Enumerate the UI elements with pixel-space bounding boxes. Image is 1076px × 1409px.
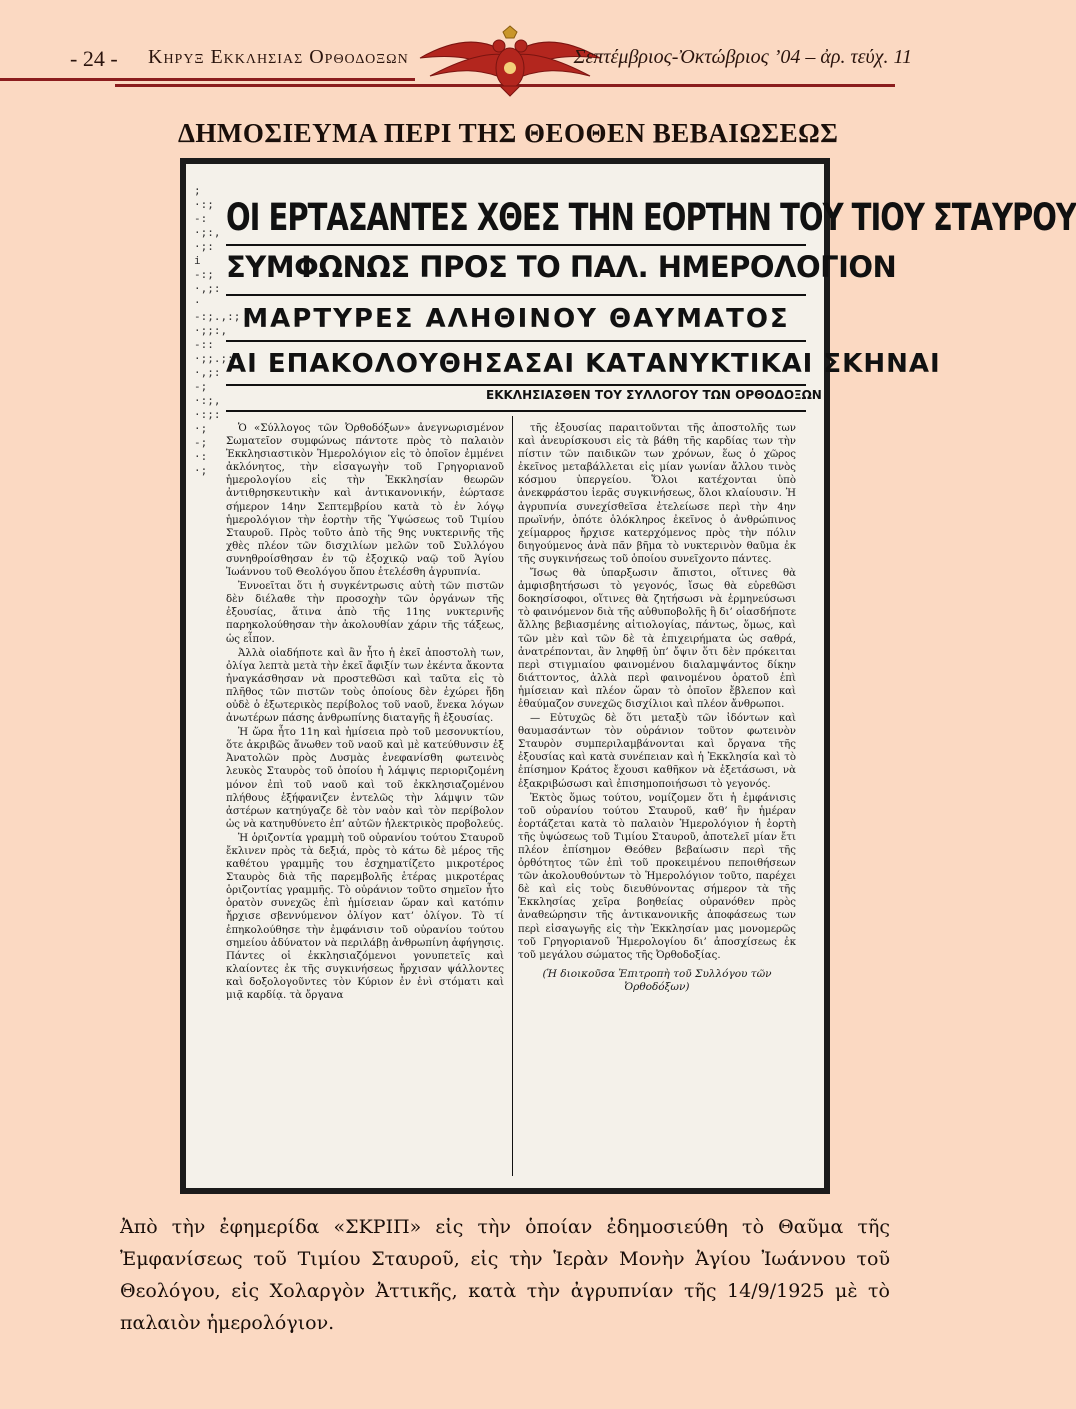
clipping-column-left: [226, 422, 504, 1172]
clipping-column-right: [518, 422, 796, 1162]
headline-rule: [226, 244, 806, 246]
header-rule-left: [0, 78, 415, 81]
headline-rule: [226, 384, 806, 386]
clipping-paragraph: Ἐννοεῖται ὅτι ἡ συγκέντρωσις αὐτὴ τῶν πιστῶν δὲν διέλαθε τὴν προσοχὴν τῶν ὀργάνων τῆς ἐξουσίας, ἅτινα ἀπὸ τῆς 11ης νυκτερινῆς παρηκολούθησαν τὴν ἀκολουθίαν χάριν τῆς τάξεως, ὡς εἶπον.: [226, 581, 504, 645]
headline-rule: [226, 340, 806, 342]
clipping-margin-marks: ;·:;-:·;:,·;:i-:;·,;:·-:;.,:;·;;:,-::·;;.;:·,;:-;·:;,·:;:·;-;·:·;: [194, 184, 241, 477]
clipping-byline: ΕΚΚΛΗΣΙΑΣΘΕΝ ΤΟΥ ΣΥΛΛΟΓΟΥ ΤΩΝ ΟΡΘΟΔΟΞΩΝ: [486, 388, 822, 402]
clipping-paragraph: Ἐκτὸς ὅμως τούτου, νομίζομεν ὅτι ἡ ἐμφάνισις τοῦ οὐρανίου τούτου Σταυροῦ, καθ’ ἣν ἡμέραν ἑορτάζεται κατὰ τὸ παλαιὸν Ἡμερολόγιον ἡ ἑορτὴ τῆς ὑψώσεως τοῦ Τιμίου Σταυροῦ, ἀποτελεῖ μίαν ἔτι πλέον ἐπίσημον Θεόθεν βεβαίωσιν περὶ τῆς ὀρθότητος τῶν ἐπὶ τοῦ προκειμένου πεποιθήσεων τῶν ἀκολουθούντων τὸ Ἡμερολόγιον τοῦτο, παρέχει δὲ καὶ εἰς τοὺς διευθύνοντας σήμερον τὰ τῆς Ἐκκλησίας χεῖρα βοηθείας οὐρανόθεν πρὸς ἀναθεώρησιν τῆς ἀντικανονικῆς ἀποφάσεως των περὶ εἰσαγωγῆς εἰς τὴν Ἐκκλησίαν μας μονομερῶς τοῦ Γρηγοριανοῦ Ἡμερολογίου δι’ ἀποσχίσεως ἐκ τοῦ μεγάλου σώματος τῆς Ὀρθοδοξίας.: [518, 792, 796, 961]
headline-rule: [226, 294, 806, 296]
clipping-signature: (Ἡ διοικοῦσα Ἐπιτροπὴ τοῦ Συλλόγου τῶν Ὀρθοδόξων): [542, 967, 772, 993]
magazine-title: Κηρυξ Εκκλησιας Ορθοδοξων: [148, 46, 409, 68]
clipping-paragraph: Ὁ «Σύλλογος τῶν Ὀρθοδόξων» ἀνεγνωρισμένον Σωματεῖον συμφώνως πάντοτε πρὸς τὸ παλαιὸν Ἐκκλησιαστικὸν Ἡμερολόγιον εἰς τὸ ὁποῖον ἐμμένει ἀκλόνητος, τὴν εἰσαγωγὴν τοῦ Γρηγοριανοῦ ἡμερολογίου εἰς τὴν Ἐκκλησίαν θεωρῶν ἀντιθρησκευτικὴν καὶ ἀντικανονικήν, ἑώρτασε σήμερον 14ην Σεπτεμβρίου κατὰ τὸ ἐν λόγῳ ἡμερολόγιον τὴν ἑορτὴν τῆς Ὑψώσεως τοῦ Τιμίου Σταυροῦ. Πρὸς τοῦτο ἀπὸ τῆς 9ης νυκτερινῆς τῆς χθὲς πλέον τῶν δισχιλίων μελῶν τοῦ Συλλόγου συνηθροίσθησαν ἐν τῷ ἐξοχικῷ ναῷ τοῦ Ἁγίου Ἰωάννου τοῦ Θεολόγου ὅπου ἐτελέσθη ἀγρυπνία.: [226, 423, 504, 579]
page-number: - 24 -: [70, 46, 118, 71]
clipping-headline-4: ΑΙ ΕΠΑΚΟΛΟΥΘΗΣΑΣΑΙ ΚΑΤΑΝΥΚΤΙΚΑΙ ΣΚΗΝΑΙ: [226, 349, 941, 379]
clipping-paragraph: Ἴσως θὰ ὑπαρξωσιν ἄπιστοι, οἵτινες θὰ ἀμφισβητήσωσι τὸ γεγονός, ἴσως θὰ εὑρεθῶσι δοκησίσοφοι, οἵτινες θὰ ζητήσωσι νὰ ἑρμηνεύσωσι τὸ φαινόμενον διὰ τῆς αὐθυποβολῆς ἢ δι’ οἱασδήποτε ἄλλης βεβιασμένης αἰτιολογίας, πάντως, ὅμως, καὶ τῶν μὲν καὶ τῶν δὲ τὰ ἐπιχειρήματα ὡς σαθρά, ἀνατρέπονται, ἂν ληφθῇ ὑπ’ ὄψιν ὅτι δὲν πρόκειται περὶ στιγμιαίου φαινομένου διαλαμψάντος δίκην διάττοντος, ἀλλὰ περὶ φαινομένου ὁρατοῦ ἐπὶ ἡμίσειαν καὶ πλέον ὥραν τὸ ὁποῖον ἔβλεπον καὶ ἐθαύμαζον συνεχῶς δισχίλιοι καὶ πλέον ἄνθρωποι.: [518, 568, 796, 710]
issue-info: Σεπτέμβριος-Ὀκτώβριος ’04 – ἀρ. τεύχ. 11: [573, 46, 912, 68]
clipping-paragraph: — Εὐτυχῶς δὲ ὅτι μεταξὺ τῶν ἰδόντων καὶ θαυμασάντων τὸν οὐράνιον τοῦτον φωτεινὸν Σταυρὸν συμπεριλαμβάνονται καὶ ὄργανα τῆς ἐξουσίας καὶ κατὰ συνέπειαν καὶ ἡ Ἐκκλησία καὶ τὸ ἐπίσημον Κράτος ἔχουσι καθῆκον νὰ ἐξετάσωσι, νὰ ἐξακριβώσωσι καὶ ἐπισημοποιήσωσι τὸ γεγονός.: [518, 713, 796, 790]
clipping-paragraph: Ἀλλὰ οἱαδήποτε καὶ ἂν ἦτο ἡ ἐκεῖ ἀποστολὴ των, ὀλίγα λεπτὰ μετὰ τὴν ἐκεῖ ἄφιξίν των ἐκέντα ἄκοντα ἠναγκάσθησαν νὰ προστεθῶσι καὶ ταῦτα εἰς τὸ πλῆθος τῶν πιστῶν τοὺς ὁποίους δὲν ἐχώρει ἤδη οὐδὲ ὁ ἐξωτερικὸς περίβολος τοῦ ναοῦ, ἕνεκα λόγων ἀνωτέρων πάσης ἀνθρωπίνης διαταγῆς ἢ ἐξουσίας.: [226, 647, 504, 725]
clipping-paragraph: τῆς ἐξουσίας παραιτοῦνται τῆς ἀποστολῆς των καὶ ἀνευρίσκουσι εἰς τὰ βάθη τῆς καρδίας των τὴν πίστιν τῶν παιδικῶν των χρόνων, ἕως ὁ χῶρος ἐκεῖνος μεταβάλλεται εἰς μίαν γωνίαν ἄλλου τινὸς κόσμου ὑπεργείου. Ὅλοι κατέχονται ὑπὸ ἀνεκφράστου ἱερᾶς συγκινήσεως, ὅλοι κλαίουσιν. Ἡ ἀγρυπνία συνεχίσθεῖσα ἐτελείωσε περὶ τὴν 4ην πρωϊνήν, ὁπότε ὁλόκληρος ἐκεῖνος ὁ ἀνθρώπινος χείμαρρος ἤρχισε κατερχόμενος πρὸς τὴν πόλιν διηγούμενος ἀνὰ πᾶν βῆμα τὸ νυκτερινὸν θαῦμα ἐκ τῆς συγκινήσεως τοῦ ὁποίου συνεῖχοντο πάντες.: [518, 423, 796, 565]
clipping-headline-3: ΜΑΡΤΥΡΕΣ ΑΛΗΘΙΝΟΥ ΘΑΥΜΑΤΟΣ: [242, 304, 790, 334]
column-divider: [512, 416, 513, 1176]
clipping-paper: [186, 164, 1076, 1188]
newspaper-clipping: [180, 158, 1076, 1194]
clipping-headline-2: ΣΥΜΦΩΝΩΣ ΠΡΟΣ ΤΟ ΠΑΛ. ΗΜΕΡΟΛΟΓΙΟΝ: [226, 250, 897, 284]
byline-rule: [226, 410, 806, 412]
clipping-paragraph: Ἡ ὁριζοντία γραμμὴ τοῦ οὐρανίου τούτου Σταυροῦ ἔκλινεν πρὸς τὰ δεξιά, πρὸς τὸ κάτω δὲ μέρος τῆς καθέτου γραμμῆς του ἐσχηματίζετο μικροτέρος Σταυρὸς διὰ τῆς παρεμβολῆς ἑτέρας μικροτέρας ὁριζοντίας γραμμῆς. Τὸ οὐράνιον τοῦτο σημεῖον ἦτο ὁρατὸν συνεχῶς ἐπὶ ἡμίσειαν ὥραν καὶ κατόπιν ἤρχισε σβεννύμενον ὀλίγον κατ’ ὀλίγον. Τὸ τί ἐπηκολούθησε τὴν ἐμφάνισιν τοῦ οὐρανίου τούτου σημείου ἀδύνατον νὰ περιλάβῃ ἀνθρωπίνη ἀφήγησις. Πάντες οἱ ἐκκλησιαζόμενοι γονυπετεῖς καὶ κλαίοντες ἐκ τῆς συγκινήσεως ἤρχισαν ψάλλοντες καὶ δοξολογοῦντες τὸν Κύριον ἐν ἑνὶ στόματι καὶ μιᾷ καρδίᾳ. τὰ ὄργανα: [226, 832, 504, 1002]
clipping-headline-1: ΟΙ ΕΡΤΑΣΑΝΤΕΣ ΧΘΕΣ ΤΗΝ ΕΟΡΤΗΝ ΤΟΥ ΤΙΟΥ ΣΤΑΥΡΟΥ: [226, 194, 1076, 240]
clipping-paragraph: Ἡ ὥρα ἦτο 11η καὶ ἡμίσεια πρὸ τοῦ μεσονυκτίου, ὅτε ἀκριβῶς ἄνωθεν τοῦ ναοῦ καὶ μὲ κατεύθυνσιν ἐξ Ἀνατολῶν πρὸς Δυσμὰς ἐνεφανίσθη φωτεινὸς λευκὸς Σταυρὸς τοῦ ὁποίου ἡ λάμψις περιοριζομένη μόνον ἐπὶ τοῦ ναοῦ καὶ τοῦ ἐκκλησιαζομένου πλήθους ἐξήφανιζεν ἐντελῶς τὴν λάμψιν τῶν ἀστέρων κατηύγαζε δὲ τὸν ναὸν καὶ τὸν περίβολον ὡς νὰ κατηυθύνετο ἐπ’ αὐτῶν ἠλεκτρικὸς προβολεύς.: [226, 727, 504, 830]
page-header: [0, 28, 1007, 88]
article-title: ΔΗΜΟΣΙΕΥΜΑ ΠΕΡΙ ΤΗΣ ΘΕΟΘΕΝ ΒΕΒΑΙΩΣΕΩΣ: [178, 118, 839, 148]
clipping-caption: Ἀπὸ τὴν ἐφημερίδα «ΣΚΡΙΠ» εἰς τὴν ὁποίαν ἐδημοσιεύθη τὸ Θαῦμα τῆς Ἐμφανίσεως τοῦ Τιμίου Σταυροῦ, εἰς τὴν Ἱερὰν Μονὴν Ἁγίου Ἰωάννου τοῦ Θεολόγου, εἰς Χολαργὸν Ἀττικῆς, κατὰ τὴν ἀγρυπνίαν τῆς 14/9/1925 μὲ τὸ παλαιὸν ἡμερολόγιον.: [120, 1216, 890, 1334]
